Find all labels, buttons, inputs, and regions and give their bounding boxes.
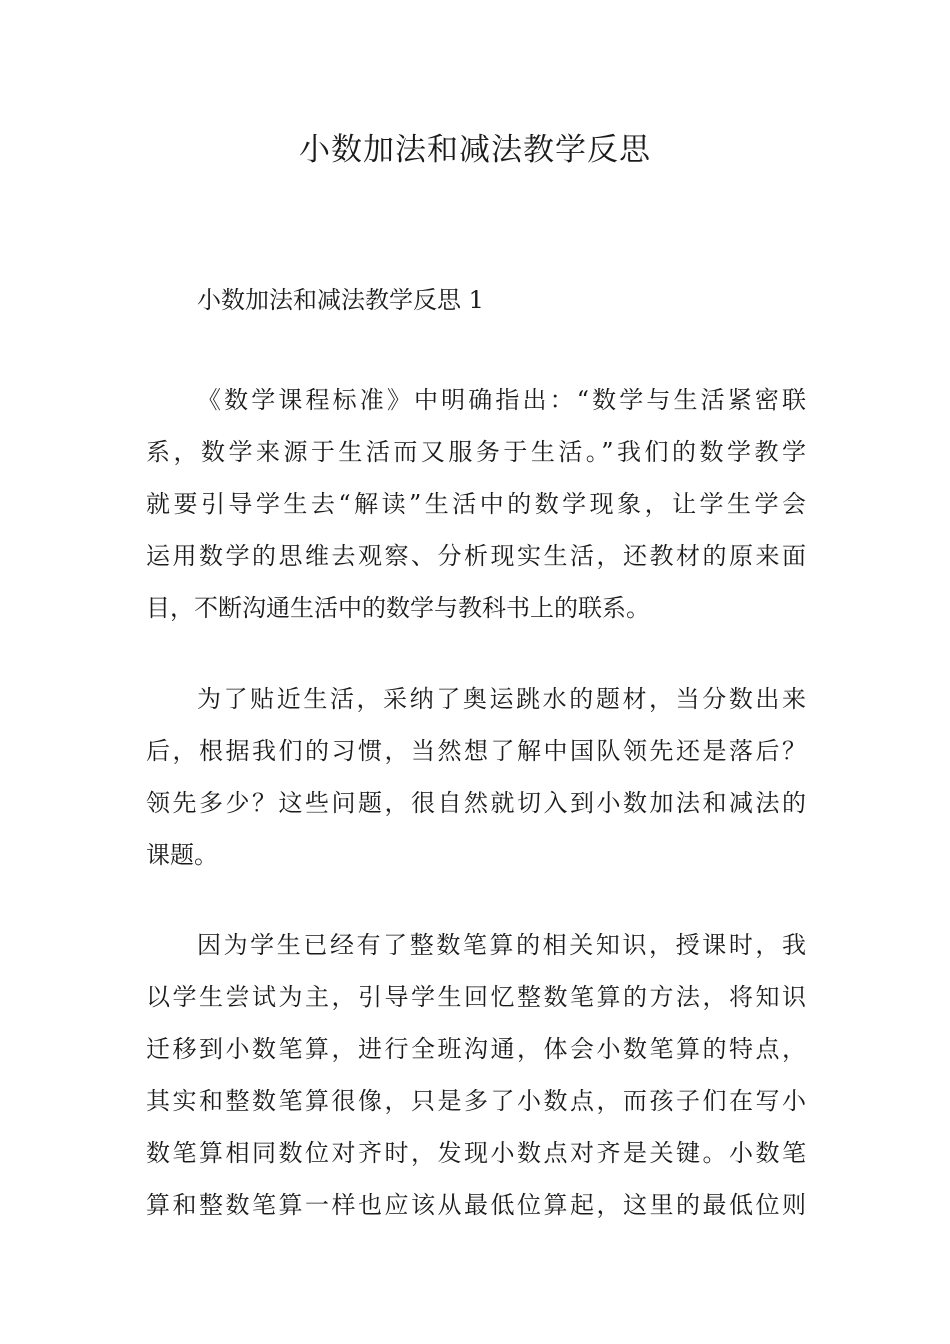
paragraph-line: 其实和整数笔算很像，只是多了小数点，而孩子们在写小	[146, 1087, 806, 1115]
paragraph-line: 《数学课程标准》中明确指出：“数学与生活紧密联	[197, 386, 806, 414]
section-heading: 小数加法和减法教学反思 1	[197, 286, 484, 314]
paragraph-line: 算和整数笔算一样也应该从最低位算起，这里的最低位则	[146, 1191, 806, 1219]
paragraph-3	[146, 919, 806, 1231]
paragraph-line: 因为学生已经有了整数笔算的相关知识，授课时，我	[197, 931, 806, 959]
paragraph-line: 就要引导学生去“解读”生活中的数学现象，让学生学会	[146, 490, 806, 518]
paragraph-line: 以学生尝试为主，引导学生回忆整数笔算的方法，将知识	[146, 983, 806, 1011]
paragraph-line: 后，根据我们的习惯，当然想了解中国队领先还是落后？	[146, 737, 806, 765]
paragraph-1	[146, 374, 806, 634]
paragraph-line: 迁移到小数笔算，进行全班沟通，体会小数笔算的特点，	[146, 1035, 806, 1063]
paragraph-line: 目，不断沟通生活中的数学与教科书上的联系。	[146, 594, 650, 622]
paragraph-line: 为了贴近生活，采纳了奥运跳水的题材，当分数出来	[197, 685, 806, 713]
paragraph-line: 数笔算相同数位对齐时，发现小数点对齐是关键。小数笔	[146, 1139, 806, 1167]
document-title: 小数加法和减法教学反思	[299, 132, 651, 168]
paragraph-line: 系，数学来源于生活而又服务于生活。”我们的数学教学	[146, 438, 806, 466]
paragraph-line: 领先多少？这些问题，很自然就切入到小数加法和减法的	[146, 789, 806, 817]
paragraph-line: 运用数学的思维去观察、分析现实生活，还教材的原来面	[146, 542, 806, 570]
paragraph-line: 课题。	[146, 841, 218, 869]
paragraph-2	[146, 673, 806, 881]
